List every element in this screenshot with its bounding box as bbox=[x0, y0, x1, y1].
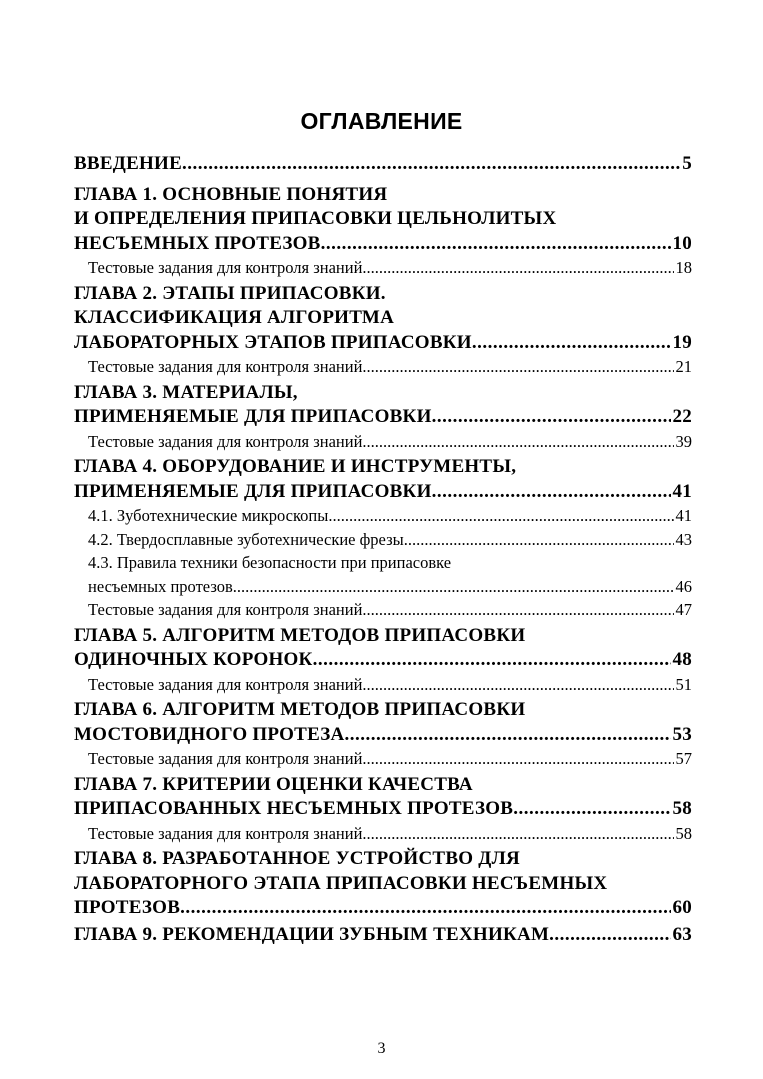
toc-chapter-line bbox=[74, 773, 692, 798]
toc-chapter[interactable] bbox=[74, 381, 692, 454]
toc-subsection-title: Тестовые задания для контроля знаний bbox=[88, 823, 363, 843]
toc-subsection[interactable] bbox=[74, 673, 692, 697]
dot-leader bbox=[362, 430, 673, 454]
toc-chapter-line bbox=[74, 207, 692, 232]
toc-subsection-title: Тестовые задания для контроля знаний bbox=[88, 258, 363, 277]
page-title: ОГЛАВЛЕНИЕ bbox=[300, 108, 463, 134]
toc-subsection-title: Тестовые задания для контроля знаний bbox=[88, 749, 363, 768]
toc-chapter-line bbox=[74, 183, 692, 208]
toc-chapter-line bbox=[74, 648, 692, 673]
toc-chapter-title: ГЛАВА 2. ЭТАПЫ ПРИПАСОВКИ. bbox=[74, 282, 386, 304]
page-number: 3 bbox=[377, 1040, 386, 1057]
dot-leader bbox=[362, 256, 673, 280]
toc-chapter-title: ВВЕДЕНИЕ bbox=[74, 153, 182, 174]
toc-subsection-title: Тестовые задания для контроля знаний bbox=[88, 674, 363, 694]
toc-subsection-title: 4.3. Правила техники безопасности при припасовке bbox=[88, 553, 452, 572]
toc-chapter-title: ОДИНОЧНЫХ КОРОНОК bbox=[74, 649, 313, 670]
toc-subsection-title: Тестовые задания для контроля знаний bbox=[88, 357, 363, 376]
table-of-contents bbox=[74, 152, 692, 949]
toc-chapter-title: НЕСЪЕМНЫХ ПРОТЕЗОВ bbox=[74, 232, 321, 254]
dot-leader bbox=[362, 822, 673, 846]
dot-leader bbox=[182, 152, 680, 177]
toc-chapter-title: ЛАБОРАТОРНОГО ЭТАПА ПРИПАСОВКИ НЕСЪЕМНЫХ bbox=[74, 872, 608, 894]
dot-leader bbox=[180, 896, 670, 921]
toc-subsection[interactable] bbox=[74, 747, 692, 771]
toc-page-number: 47 bbox=[675, 600, 692, 619]
toc-chapter-title: ПРИМЕНЯЕМЫЕ ДЛЯ ПРИПАСОВКИ bbox=[74, 406, 432, 427]
toc-chapter-title: И ОПРЕДЕЛЕНИЯ ПРИПАСОВКИ ЦЕЛЬНОЛИТЫХ bbox=[74, 208, 557, 229]
toc-page-number: 22 bbox=[672, 406, 692, 427]
dot-leader bbox=[513, 797, 670, 822]
toc-chapter-line bbox=[74, 624, 692, 649]
toc-chapter-line bbox=[74, 331, 692, 356]
toc-page-number: 18 bbox=[675, 258, 692, 277]
toc-chapter-title: ГЛАВА 4. ОБОРУДОВАНИЕ И ИНСТРУМЕНТЫ, bbox=[74, 456, 517, 477]
dot-leader bbox=[362, 355, 673, 379]
toc-page-number: 10 bbox=[672, 232, 692, 254]
toc-chapter-line bbox=[74, 455, 692, 480]
toc-subsection[interactable] bbox=[74, 822, 692, 846]
dot-leader bbox=[432, 405, 671, 430]
toc-subsection[interactable] bbox=[74, 598, 692, 622]
toc-chapter[interactable] bbox=[74, 773, 692, 846]
dot-leader bbox=[362, 747, 673, 771]
dot-leader bbox=[313, 648, 671, 673]
dot-leader bbox=[432, 480, 671, 505]
dot-leader bbox=[321, 232, 671, 257]
toc-subsection[interactable] bbox=[74, 355, 692, 379]
toc-page-number: 46 bbox=[675, 576, 692, 596]
toc-chapter-line bbox=[74, 923, 692, 948]
dot-leader bbox=[549, 923, 670, 948]
toc-chapter-title: ГЛАВА 3. МАТЕРИАЛЫ, bbox=[74, 381, 298, 403]
toc-chapter-title: ПРИМЕНЯЕМЫЕ ДЛЯ ПРИПАСОВКИ bbox=[74, 480, 432, 502]
toc-page-number: 57 bbox=[675, 749, 692, 768]
dot-leader bbox=[362, 673, 673, 697]
toc-page-number: 48 bbox=[672, 649, 692, 670]
toc-chapter[interactable] bbox=[74, 847, 692, 921]
toc-page-number: 41 bbox=[672, 480, 692, 502]
toc-subsection-title: несъемных протезов bbox=[88, 576, 233, 596]
dot-leader bbox=[404, 528, 674, 552]
dot-leader bbox=[344, 723, 670, 748]
toc-subsection[interactable] bbox=[74, 256, 692, 280]
toc-page-number: 41 bbox=[675, 506, 692, 525]
toc-chapter-title: ГЛАВА 5. АЛГОРИТМ МЕТОДОВ ПРИПАСОВКИ bbox=[74, 624, 526, 646]
toc-subsection[interactable] bbox=[74, 528, 692, 552]
toc-chapter-line bbox=[74, 847, 692, 872]
toc-chapter-line bbox=[74, 152, 692, 177]
toc-subsection-title: Тестовые задания для контроля знаний bbox=[88, 431, 363, 451]
toc-chapter[interactable] bbox=[74, 282, 692, 379]
toc-chapter-line bbox=[74, 872, 692, 897]
toc-subsection[interactable] bbox=[74, 575, 692, 599]
toc-page-number: 58 bbox=[672, 798, 692, 819]
toc-chapter-title: ПРИПАСОВАННЫХ НЕСЪЕМНЫХ ПРОТЕЗОВ bbox=[74, 798, 514, 819]
toc-page-number: 21 bbox=[675, 357, 692, 376]
toc-chapter[interactable] bbox=[74, 455, 692, 622]
toc-chapter-line bbox=[74, 797, 692, 822]
toc-page-number: 63 bbox=[672, 923, 692, 945]
toc-page-number: 43 bbox=[675, 529, 692, 549]
toc-chapter-line bbox=[74, 282, 692, 307]
toc-chapter[interactable] bbox=[74, 923, 692, 948]
toc-chapter[interactable] bbox=[74, 698, 692, 771]
dot-leader bbox=[328, 504, 673, 528]
toc-chapter-title: ГЛАВА 9. РЕКОМЕНДАЦИИ ЗУБНЫМ ТЕХНИКАМ bbox=[74, 923, 550, 945]
toc-chapter-title: ГЛАВА 1. ОСНОВНЫЕ ПОНЯТИЯ bbox=[74, 183, 388, 205]
toc-chapter-line bbox=[74, 480, 692, 505]
dot-leader bbox=[472, 331, 671, 356]
toc-chapter-title: ГЛАВА 8. РАЗРАБОТАННОЕ УСТРОЙСТВО ДЛЯ bbox=[74, 848, 520, 869]
dot-leader bbox=[233, 575, 674, 599]
dot-leader bbox=[362, 598, 673, 622]
toc-subsection[interactable] bbox=[74, 430, 692, 454]
toc-subsection[interactable] bbox=[74, 504, 692, 528]
toc-page-number: 53 bbox=[672, 723, 692, 745]
toc-chapter-line bbox=[74, 896, 692, 921]
toc-subsection-title: Тестовые задания для контроля знаний bbox=[88, 600, 363, 619]
toc-page-number: 60 bbox=[672, 897, 692, 918]
toc-page-number: 51 bbox=[675, 674, 692, 694]
toc-chapter-title: МОСТОВИДНОГО ПРОТЕЗА bbox=[74, 723, 345, 745]
toc-page-number: 39 bbox=[675, 431, 692, 451]
toc-subsection bbox=[74, 551, 692, 575]
toc-chapter[interactable] bbox=[74, 152, 692, 177]
toc-chapter-line bbox=[74, 381, 692, 406]
toc-chapter-title: ГЛАВА 6. АЛГОРИТМ МЕТОДОВ ПРИПАСОВКИ bbox=[74, 699, 526, 720]
toc-chapter-line bbox=[74, 405, 692, 430]
toc-chapter-line bbox=[74, 232, 692, 257]
toc-chapter[interactable] bbox=[74, 624, 692, 697]
toc-chapter-line bbox=[74, 698, 692, 723]
toc-subsection-title: 4.2. Твердосплавные зуботехнические фрезы bbox=[88, 529, 404, 549]
toc-page-number: 5 bbox=[682, 153, 692, 174]
toc-page-number: 19 bbox=[672, 331, 692, 353]
toc-chapter-line bbox=[74, 723, 692, 748]
toc-chapter-title: ПРОТЕЗОВ bbox=[74, 897, 181, 918]
toc-chapter-line bbox=[74, 306, 692, 331]
toc-chapter[interactable] bbox=[74, 183, 692, 280]
toc-page-number: 58 bbox=[675, 823, 692, 843]
toc-chapter-title: ЛАБОРАТОРНЫХ ЭТАПОВ ПРИПАСОВКИ bbox=[74, 331, 472, 353]
toc-chapter-title: КЛАССИФИКАЦИЯ АЛГОРИТМА bbox=[74, 307, 395, 328]
toc-subsection-title: 4.1. Зуботехнические микроскопы bbox=[88, 506, 329, 525]
toc-chapter-title: ГЛАВА 7. КРИТЕРИИ ОЦЕНКИ КАЧЕСТВА bbox=[74, 773, 473, 795]
